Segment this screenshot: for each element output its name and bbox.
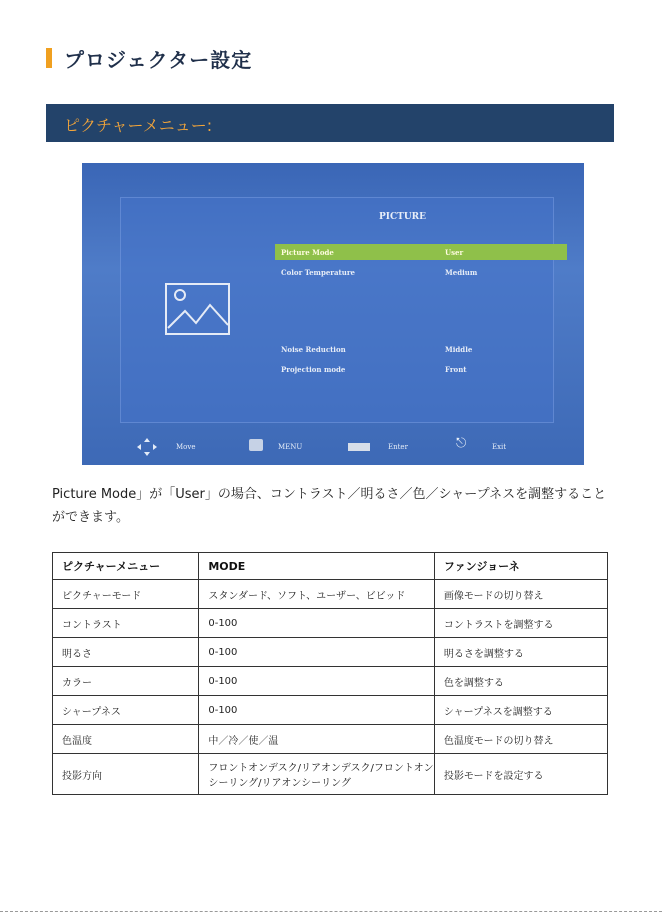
enter-hint: Enter	[388, 443, 408, 451]
table-cell: 中／冷／使／温	[199, 725, 435, 754]
table-row	[53, 580, 608, 609]
table-header: ファンジョーネ	[434, 553, 607, 580]
table-cell: コントラスト	[53, 609, 199, 638]
menu-row-value: Front	[445, 365, 467, 374]
table-cell: カラー	[53, 667, 199, 696]
table-row	[53, 667, 608, 696]
menu-hint-bar	[82, 437, 584, 461]
description-text: Picture Mode」が「User」の場合、コントラスト／明るさ／色／シャープネスを調整することができます。	[52, 487, 607, 525]
picture-menu-table	[52, 552, 608, 795]
table-cell: スタンダード、ソフト、ユーザー、ビビッド	[199, 580, 435, 609]
table-cell: 色温度モードの切り替え	[434, 725, 607, 754]
menu-row-color-temperature[interactable]	[275, 264, 567, 280]
menu-row-noise-reduction[interactable]	[275, 341, 567, 357]
table-cell: 投影モードを設定する	[434, 754, 607, 795]
menu-row-value: Middle	[445, 345, 473, 354]
menu-hint: MENU	[278, 443, 303, 451]
table-cell: 明るさを調整する	[434, 638, 607, 667]
section-banner	[46, 104, 614, 142]
table-cell: 0-100	[199, 609, 435, 638]
table-cell: ピクチャーモード	[53, 580, 199, 609]
projector-menu-screenshot	[82, 163, 584, 465]
menu-row-label: Color Temperature	[281, 268, 355, 277]
exit-hint: Exit	[492, 443, 507, 451]
table-row	[53, 754, 608, 795]
table-cell: シャープネス	[53, 696, 199, 725]
picture-menu-panel	[120, 197, 554, 423]
table-cell: 0-100	[199, 667, 435, 696]
title-accent-bar	[46, 48, 52, 68]
table-cell: コントラストを調整する	[434, 609, 607, 638]
table-cell: フロントオンデスク/リアオンデスク/フロントオンシーリング/リアオンシーリング	[199, 754, 435, 795]
move-hint: Move	[176, 443, 196, 451]
menu-row-label: Noise Reduction	[281, 345, 346, 354]
menu-key-icon	[249, 439, 263, 451]
table-cell: 色温度	[53, 725, 199, 754]
page-title: プロジェクター設定	[64, 48, 253, 72]
picture-icon	[165, 283, 230, 335]
menu-row-value: User	[445, 248, 464, 257]
menu-row-label: Picture Mode	[281, 248, 334, 257]
menu-row-picture-mode[interactable]	[275, 244, 567, 260]
exit-icon: ⎋	[456, 436, 467, 451]
table-cell: 0-100	[199, 696, 435, 725]
table-cell: 色を調整する	[434, 667, 607, 696]
table-row	[53, 638, 608, 667]
menu-row-projection-mode[interactable]	[275, 361, 567, 377]
table-row	[53, 725, 608, 754]
table-cell: シャープネスを調整する	[434, 696, 607, 725]
menu-row-label: Projection mode	[281, 365, 346, 374]
menu-row-value: Medium	[445, 268, 478, 277]
table-header: MODE	[199, 553, 435, 580]
enter-key-icon	[348, 443, 370, 451]
table-header: ピクチャーメニュー	[53, 553, 199, 580]
table-header-row	[53, 553, 608, 580]
menu-title: PICTURE	[379, 212, 427, 222]
move-arrows-icon	[136, 437, 158, 457]
table-row	[53, 609, 608, 638]
table-cell: 明るさ	[53, 638, 199, 667]
table-cell: 0-100	[199, 638, 435, 667]
table-cell: 投影方向	[53, 754, 199, 795]
section-title: ピクチャーメニュー:	[64, 116, 213, 135]
table-cell: 画像モードの切り替え	[434, 580, 607, 609]
table-row	[53, 696, 608, 725]
footer-divider	[0, 911, 662, 912]
